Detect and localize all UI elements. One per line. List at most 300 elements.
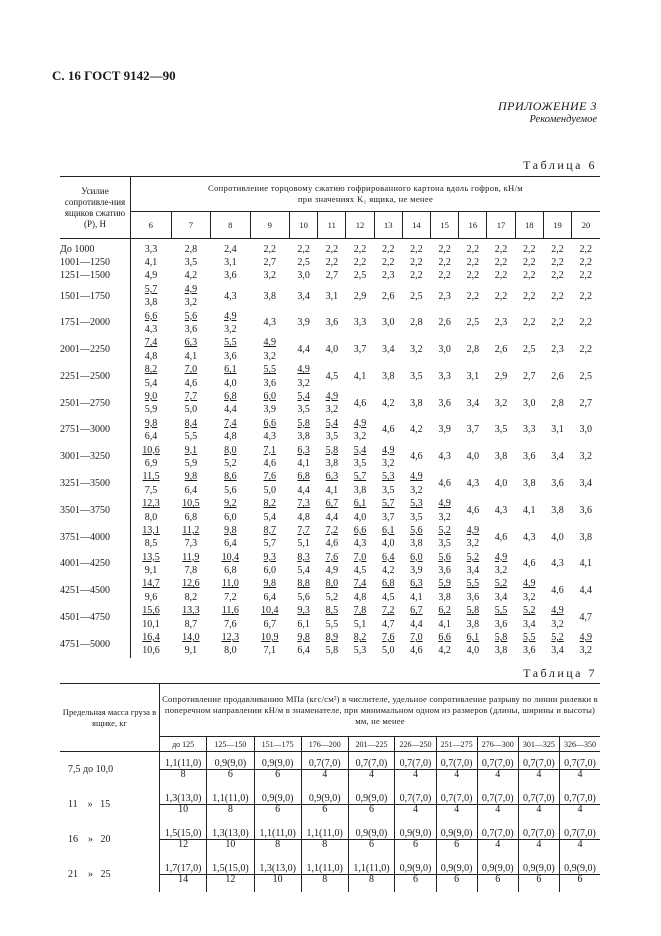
cell-denominator: 5,3 xyxy=(353,645,367,657)
cell-numerator: 0,9(9,0) xyxy=(348,787,395,805)
cell-denominator: 6,8 xyxy=(224,565,237,577)
table-row xyxy=(60,551,600,564)
cell-value: 2,7 xyxy=(325,270,339,282)
cell-value: 4,1 xyxy=(144,257,158,269)
cell-value: 3,7 xyxy=(466,424,480,436)
cell-denominator: 6 xyxy=(254,770,301,788)
cell-numerator: 8,8 xyxy=(297,578,310,590)
cell-denominator: 4,1 xyxy=(438,618,451,630)
cell-denominator: 3,8 xyxy=(297,431,310,443)
cell-numerator: 6,4 xyxy=(381,551,395,563)
cell-numerator: 1,1(11,0) xyxy=(160,752,207,770)
cell-denominator: 4,1 xyxy=(410,591,423,603)
cell-denominator: 3,2 xyxy=(579,645,593,657)
cell-numerator: 0,7(7,0) xyxy=(477,752,518,770)
cell-denominator: 6,8 xyxy=(184,511,198,523)
cell-numerator: 5,4 xyxy=(325,417,339,429)
cell-denominator: 3,8 xyxy=(144,297,158,309)
cell-value: 2,6 xyxy=(494,344,508,356)
cell-denominator: 4,0 xyxy=(381,538,395,550)
cell-denominator: 5,4 xyxy=(263,511,277,523)
cell-value: 4,4 xyxy=(579,585,593,597)
cell-numerator: 6,6 xyxy=(353,524,367,536)
cell-numerator: 9,8 xyxy=(224,524,237,536)
cell-denominator: 3,5 xyxy=(381,484,395,496)
cell-value: 3,8 xyxy=(522,478,536,490)
cell-numerator: 0,7(7,0) xyxy=(395,787,436,805)
cell-numerator: 0,7(7,0) xyxy=(518,787,559,805)
cell-denominator: 4,0 xyxy=(466,645,480,657)
cell-denominator: 4,8 xyxy=(297,511,310,523)
cell-numerator: 0,9(9,0) xyxy=(348,822,395,840)
cell-denominator: 5,6 xyxy=(297,591,310,603)
cell-value: 2,7 xyxy=(263,257,277,269)
cell-numerator: 0,9(9,0) xyxy=(395,822,436,840)
cell-numerator: 4,9 xyxy=(438,498,451,510)
cell-denominator: 8,5 xyxy=(144,538,158,550)
cell-denominator: 8 xyxy=(180,769,186,780)
table-row-denominator xyxy=(60,645,600,658)
table-row xyxy=(60,471,600,484)
cell-denominator: 3,2 xyxy=(353,431,367,443)
cell-denominator: 5,0 xyxy=(381,645,395,657)
cell-denominator: 4 xyxy=(559,840,600,858)
table7-col-header: 276—300 xyxy=(477,737,518,752)
cell-denominator: 3,4 xyxy=(494,591,508,603)
cell-denominator: 6,4 xyxy=(184,484,198,496)
cell-numerator: 8,2 xyxy=(263,498,277,510)
cell-value: 2,2 xyxy=(494,290,508,302)
cell-value: 3,1 xyxy=(551,424,564,436)
cell-numerator: 11,9 xyxy=(182,551,200,563)
table6-row-header: Усилие сопротивле-ния ящиков сжатию (P), Н xyxy=(60,177,131,239)
cell-denominator: 6,4 xyxy=(263,591,277,603)
cell-denominator: 3,2 xyxy=(325,404,339,416)
cell-numerator: 5,4 xyxy=(297,390,310,402)
cell-denominator: 6 xyxy=(436,840,477,858)
cell-denominator: 10,6 xyxy=(142,645,160,657)
cell-value: 4,5 xyxy=(325,370,339,382)
cell-value: 2,5 xyxy=(410,290,423,302)
cell-value: 4,2 xyxy=(381,397,395,409)
table-6 xyxy=(60,176,600,658)
cell-value: 2,2 xyxy=(297,243,310,255)
cell-denominator: 4,4 xyxy=(325,511,339,523)
cell-numerator: 5,8 xyxy=(466,605,480,617)
cell-value: 4,0 xyxy=(494,478,508,490)
cell-numerator: 8,0 xyxy=(325,578,339,590)
cell-numerator: 0,7(7,0) xyxy=(348,752,395,770)
cell-denominator: 4,8 xyxy=(224,431,237,443)
cell-denominator: 8 xyxy=(301,840,348,858)
cell-numerator: 6,1 xyxy=(224,364,237,376)
cell-value: 3,0 xyxy=(381,317,395,329)
cell-numerator: 6,0 xyxy=(263,390,277,402)
cell-numerator: 7,2 xyxy=(381,605,395,617)
cell-value: 2,3 xyxy=(381,270,395,282)
cell-numerator: 9,3 xyxy=(263,551,277,563)
cell-denominator: 3,6 xyxy=(494,618,508,630)
cell-denominator: 3,5 xyxy=(297,404,310,416)
cell-value: 3,8 xyxy=(579,531,593,543)
table-row-denominator xyxy=(60,618,600,631)
cell-value: 2,9 xyxy=(494,370,508,382)
cell-numerator: 5,5 xyxy=(224,337,237,349)
cell-numerator: 0,9(9,0) xyxy=(436,822,477,840)
cell-denominator: 5,1 xyxy=(297,538,310,550)
cell-value: 3,0 xyxy=(579,424,593,436)
cell-numerator: 8,9 xyxy=(325,632,339,644)
cell-numerator: 15,6 xyxy=(142,605,160,617)
cell-numerator: 5,2 xyxy=(438,524,451,536)
table6-col-header: 20 xyxy=(572,212,600,239)
table7-col-header: 176—200 xyxy=(301,737,348,752)
cell-numerator: 9,8 xyxy=(263,578,277,590)
cell-denominator: 10 xyxy=(178,804,189,815)
cell-denominator: 6 xyxy=(207,770,254,788)
cell-numerator: 1,1(11,0) xyxy=(301,822,348,840)
cell-denominator: 10 xyxy=(207,840,254,858)
cell-value: 4,7 xyxy=(579,611,593,623)
table-row xyxy=(60,752,600,770)
cell-numerator: 5,9 xyxy=(438,578,451,590)
cell-numerator: 0,9(9,0) xyxy=(518,857,559,875)
cell-denominator: 7,3 xyxy=(184,538,198,550)
table-row xyxy=(60,417,600,430)
cell-numerator: 7,0 xyxy=(184,364,198,376)
cell-denominator: 8,0 xyxy=(224,645,237,657)
table6-col-header: 19 xyxy=(543,212,571,239)
row-label: 4001—4250 xyxy=(60,551,131,578)
cell-numerator: 0,9(9,0) xyxy=(395,857,436,875)
cell-numerator: 0,7(7,0) xyxy=(559,787,600,805)
cell-denominator: 3,2 xyxy=(551,618,564,630)
cell-denominator: 6 xyxy=(254,805,301,823)
cell-numerator: 1,3(13,0) xyxy=(207,822,254,840)
table7-col-header: 326—350 xyxy=(559,737,600,752)
table7-row-header: Предельная масса груза в ящике, кг xyxy=(60,684,160,752)
cell-value: 3,9 xyxy=(297,317,310,329)
cell-denominator: 3,7 xyxy=(381,511,395,523)
cell-denominator: 5,1 xyxy=(353,618,367,630)
cell-numerator: 4,9 xyxy=(494,551,508,563)
cell-denominator: 4,5 xyxy=(381,591,395,603)
cell-denominator: 8 xyxy=(348,875,395,893)
cell-value: 3,8 xyxy=(494,451,508,463)
row-label: 3001—3250 xyxy=(60,444,131,471)
cell-value: 2,5 xyxy=(522,344,536,356)
cell-denominator: 10,1 xyxy=(142,618,160,630)
cell-denominator: 4,3 xyxy=(353,538,367,550)
cell-value: 2,6 xyxy=(551,370,564,382)
cell-denominator: 4 xyxy=(477,770,518,788)
cell-value: 3,5 xyxy=(494,424,508,436)
cell-value: 3,3 xyxy=(438,370,451,382)
cell-numerator: 4,9 xyxy=(410,471,423,483)
cell-numerator: 10,9 xyxy=(261,632,279,644)
cell-denominator: 3,6 xyxy=(184,324,198,336)
cell-value: 2,2 xyxy=(410,270,423,282)
cell-numerator: 8,5 xyxy=(325,605,339,617)
table6-col-header: 17 xyxy=(487,212,515,239)
cell-numerator: 5,6 xyxy=(184,310,198,322)
cell-value: 3,0 xyxy=(297,270,310,282)
cell-numerator: 6,7 xyxy=(325,498,339,510)
cell-numerator: 4,9 xyxy=(466,524,480,536)
cell-denominator: 4 xyxy=(436,770,477,788)
cell-value: 2,6 xyxy=(381,290,395,302)
cell-denominator: 6 xyxy=(477,875,518,893)
cell-value: 2,2 xyxy=(438,270,451,282)
table6-col-header: 10 xyxy=(290,212,318,239)
cell-numerator: 7,0 xyxy=(410,632,423,644)
cell-value: 4,3 xyxy=(522,531,536,543)
cell-denominator: 4 xyxy=(436,805,477,823)
appendix-subtitle: Рекомендуемое xyxy=(529,114,597,125)
cell-value: 3,4 xyxy=(579,478,593,490)
cell-denominator: 4 xyxy=(395,805,436,823)
cell-denominator: 4 xyxy=(301,770,348,788)
cell-numerator: 9,8 xyxy=(297,632,310,644)
cell-value: 2,2 xyxy=(522,317,536,329)
table6-col-header: 18 xyxy=(515,212,543,239)
cell-numerator: 1,3(13,0) xyxy=(254,857,301,875)
row-label: 2501—2750 xyxy=(60,390,131,417)
cell-numerator: 0,9(9,0) xyxy=(254,787,301,805)
cell-numerator: 4,9 xyxy=(263,337,277,349)
cell-value: 2,2 xyxy=(381,257,395,269)
cell-denominator: 8,2 xyxy=(184,591,198,603)
cell-numerator: 6,6 xyxy=(438,632,451,644)
cell-value: 2,2 xyxy=(551,317,564,329)
cell-numerator: 7,6 xyxy=(325,551,339,563)
row-label: 1001—1250 xyxy=(60,256,131,269)
cell-value: 3,6 xyxy=(438,397,451,409)
table-row xyxy=(60,631,600,644)
cell-numerator: 7,7 xyxy=(297,524,310,536)
cell-denominator: 5,0 xyxy=(184,404,198,416)
cell-denominator: 4,3 xyxy=(263,431,277,443)
cell-denominator: 12 xyxy=(207,875,254,893)
cell-value: 2,5 xyxy=(579,370,593,382)
cell-value: 2,2 xyxy=(325,257,339,269)
cell-denominator: 3,6 xyxy=(522,645,536,657)
cell-value: 3,8 xyxy=(410,397,423,409)
table-row-denominator xyxy=(60,591,600,604)
cell-value: 4,3 xyxy=(224,290,237,302)
table-row xyxy=(60,256,600,269)
cell-value: 4,0 xyxy=(551,531,564,543)
cell-numerator: 8,4 xyxy=(184,417,198,429)
cell-value: 2,2 xyxy=(579,290,593,302)
cell-denominator: 3,8 xyxy=(353,484,367,496)
table-row xyxy=(60,239,600,257)
cell-denominator: 6 xyxy=(348,840,395,858)
row-label: 3501—3750 xyxy=(60,497,131,524)
row-label: 1751—2000 xyxy=(60,310,131,337)
cell-denominator: 6 xyxy=(395,840,436,858)
cell-value: 2,2 xyxy=(494,270,508,282)
row-label: 2251—2500 xyxy=(60,364,131,391)
cell-value: 4,0 xyxy=(466,451,480,463)
cell-numerator: 5,2 xyxy=(551,632,564,644)
cell-denominator: 5,6 xyxy=(224,484,237,496)
cell-numerator: 9,3 xyxy=(297,605,310,617)
table-row xyxy=(60,364,600,377)
cell-denominator: 7,1 xyxy=(263,645,277,657)
cell-denominator: 4,6 xyxy=(263,457,277,469)
cell-value: 2,2 xyxy=(522,290,536,302)
cell-value: 2,2 xyxy=(579,243,593,255)
table-row xyxy=(60,390,600,403)
table7-col-header: 251—275 xyxy=(436,737,477,752)
cell-value: 2,3 xyxy=(438,290,451,302)
cell-value: 4,9 xyxy=(144,270,158,282)
cell-denominator: 6 xyxy=(301,805,348,823)
cell-value: 4,4 xyxy=(297,344,310,356)
cell-numerator: 4,9 xyxy=(551,605,564,617)
cell-numerator: 5,8 xyxy=(297,417,310,429)
cell-value: 2,2 xyxy=(263,243,277,255)
cell-denominator: 3,5 xyxy=(325,431,339,443)
cell-value: 2,2 xyxy=(353,257,367,269)
cell-denominator: 3,4 xyxy=(466,565,480,577)
cell-value: 2,2 xyxy=(522,257,536,269)
cell-denominator: 3,4 xyxy=(522,618,536,630)
cell-numerator: 13,1 xyxy=(142,524,160,536)
cell-denominator: 3,2 xyxy=(381,457,395,469)
cell-value: 4,0 xyxy=(325,344,339,356)
row-label: 4501—4750 xyxy=(60,605,131,632)
cell-denominator: 4,1 xyxy=(297,457,310,469)
table-row xyxy=(60,310,600,323)
cell-numerator: 12,3 xyxy=(142,498,160,510)
cell-value: 2,2 xyxy=(551,243,564,255)
cell-value: 2,2 xyxy=(438,243,451,255)
cell-numerator: 6,8 xyxy=(297,471,310,483)
cell-denominator: 4 xyxy=(477,840,518,858)
cell-numerator: 1,1(11,0) xyxy=(348,857,395,875)
table7-col-header: 226—250 xyxy=(395,737,436,752)
cell-value: 2,2 xyxy=(353,243,367,255)
cell-numerator: 9,1 xyxy=(184,444,198,456)
cell-value: 2,2 xyxy=(325,243,339,255)
cell-numerator: 16,4 xyxy=(142,632,160,644)
cell-value: 3,3 xyxy=(522,424,536,436)
cell-denominator: 3,5 xyxy=(353,457,367,469)
cell-value: 3,0 xyxy=(522,397,536,409)
cell-value: 4,6 xyxy=(466,504,480,516)
table6-col-header: 9 xyxy=(250,212,289,239)
cell-value: 2,3 xyxy=(551,344,564,356)
cell-denominator: 6 xyxy=(559,875,600,893)
cell-numerator: 8,3 xyxy=(297,551,310,563)
cell-value: 4,1 xyxy=(579,558,593,570)
cell-denominator: 5,0 xyxy=(263,484,277,496)
cell-numerator: 5,3 xyxy=(381,471,395,483)
cell-denominator: 4,2 xyxy=(438,645,451,657)
cell-value: 2,9 xyxy=(353,290,367,302)
cell-numerator: 4,9 xyxy=(184,283,198,295)
cell-denominator: 4 xyxy=(518,840,559,858)
cell-value: 4,2 xyxy=(184,270,198,282)
cell-value: 4,3 xyxy=(438,451,451,463)
cell-value: 2,2 xyxy=(522,243,536,255)
cell-value: 2,2 xyxy=(579,317,593,329)
cell-numerator: 4,9 xyxy=(353,417,367,429)
cell-denominator: 6 xyxy=(518,875,559,893)
table6-group-header-line2: при значениях K₁ ящика, не менее xyxy=(297,194,434,204)
cell-numerator: 0,7(7,0) xyxy=(301,752,348,770)
cell-denominator: 6,4 xyxy=(144,431,158,443)
cell-value: 4,6 xyxy=(381,424,395,436)
cell-value: 2,2 xyxy=(494,243,508,255)
cell-numerator: 8,2 xyxy=(144,364,158,376)
cell-numerator: 11,0 xyxy=(221,578,239,590)
cell-value: 3,8 xyxy=(551,504,564,516)
cell-denominator: 5,4 xyxy=(144,377,158,389)
cell-denominator: 3,6 xyxy=(438,565,451,577)
cell-denominator: 6 xyxy=(436,875,477,893)
table6-col-header: 8 xyxy=(211,212,250,239)
cell-denominator: 3,2 xyxy=(297,377,310,389)
cell-numerator: 11,5 xyxy=(142,471,160,483)
cell-value: 2,7 xyxy=(522,370,536,382)
cell-value: 3,8 xyxy=(263,290,277,302)
cell-numerator: 7,3 xyxy=(297,498,310,510)
cell-denominator: 4,6 xyxy=(184,377,198,389)
cell-value: 3,7 xyxy=(353,344,367,356)
cell-numerator: 12,6 xyxy=(182,578,200,590)
cell-numerator: 10,5 xyxy=(182,498,200,510)
cell-numerator: 0,9(9,0) xyxy=(436,857,477,875)
cell-denominator: 5,5 xyxy=(325,618,339,630)
cell-numerator: 5,8 xyxy=(494,632,508,644)
cell-numerator: 7,6 xyxy=(381,632,395,644)
table-row xyxy=(60,605,600,618)
cell-numerator: 7,8 xyxy=(353,605,367,617)
cell-numerator: 1,3(13,0) xyxy=(160,787,207,805)
table7-col-header: 125—150 xyxy=(207,737,254,752)
cell-denominator: 4,8 xyxy=(144,350,158,362)
table7-caption: Таблица 7 xyxy=(523,666,597,680)
cell-numerator: 6,1 xyxy=(381,524,395,536)
cell-value: 2,2 xyxy=(579,257,593,269)
cell-value: 3,2 xyxy=(263,270,277,282)
cell-denominator: 5,2 xyxy=(325,591,339,603)
cell-numerator: 9,0 xyxy=(144,390,158,402)
cell-numerator: 11,6 xyxy=(221,605,239,617)
cell-value: 2,2 xyxy=(579,344,593,356)
cell-value: 3,8 xyxy=(381,370,395,382)
cell-numerator: 5,5 xyxy=(466,578,480,590)
cell-numerator: 12,3 xyxy=(221,632,240,644)
cell-value: 3,4 xyxy=(297,290,310,302)
cell-value: 4,3 xyxy=(263,317,277,329)
cell-numerator: 4,9 xyxy=(579,632,593,644)
cell-value: 4,6 xyxy=(551,585,564,597)
cell-numerator: 0,7(7,0) xyxy=(477,822,518,840)
cell-numerator: 6,7 xyxy=(410,605,423,617)
cell-denominator: 12 xyxy=(178,839,189,850)
cell-value: 4,6 xyxy=(522,558,536,570)
cell-numerator: 1,1(11,0) xyxy=(254,822,301,840)
cell-numerator: 7,7 xyxy=(184,390,198,402)
row-label: 3251—3500 xyxy=(60,471,131,498)
table-7 xyxy=(60,683,600,892)
cell-value: 2,8 xyxy=(410,317,423,329)
table-row xyxy=(60,337,600,350)
